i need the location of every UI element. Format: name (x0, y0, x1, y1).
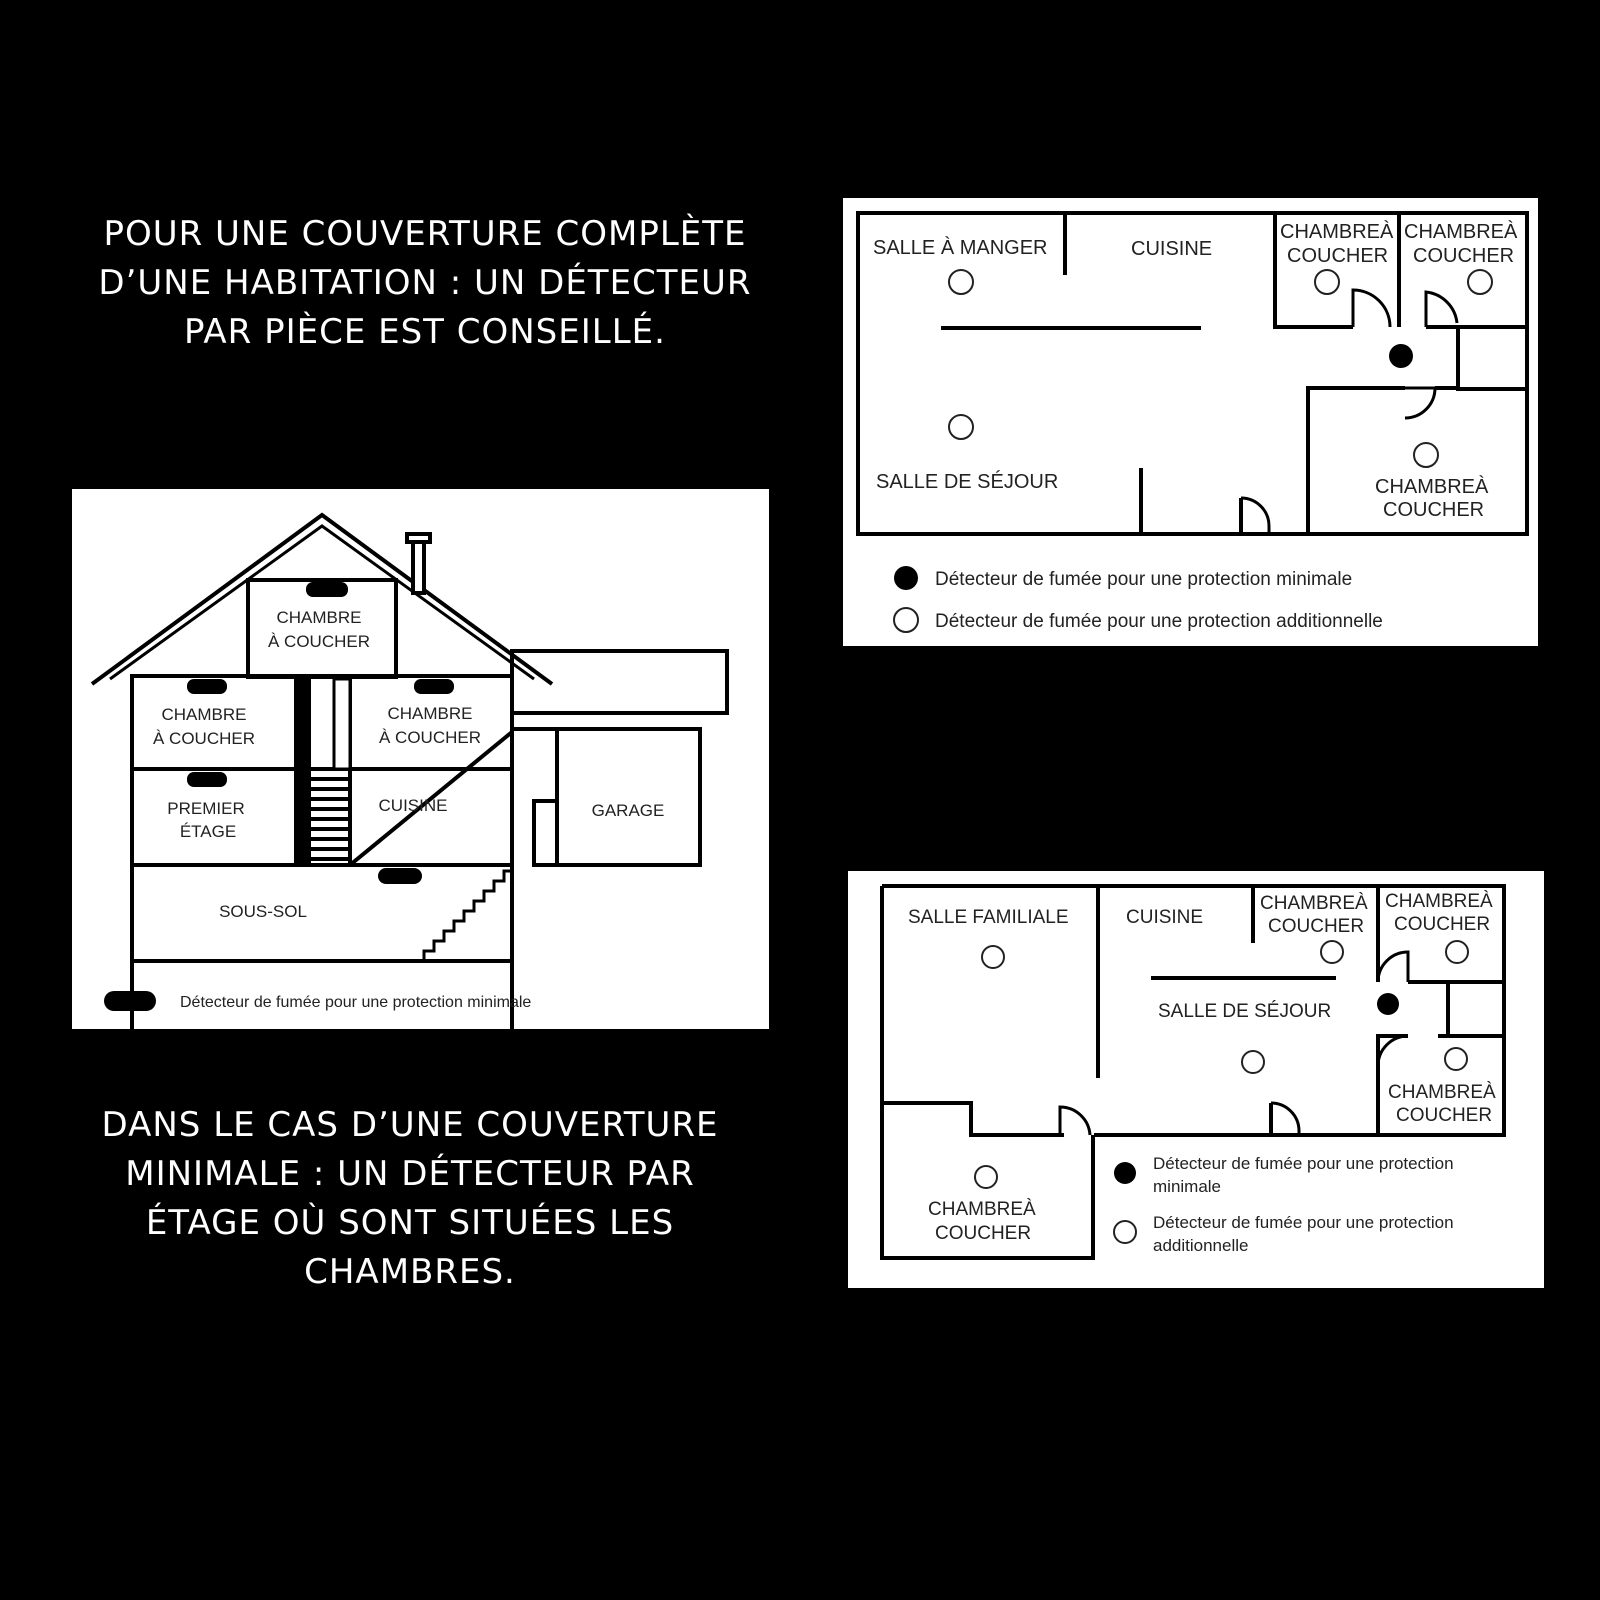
smoke-detector-minimal-icon (306, 582, 348, 597)
room-label: CUISINE (1126, 907, 1204, 928)
room-label: CHAMBREÀ (1385, 891, 1493, 912)
room-label: À COUCHER (152, 729, 256, 748)
room-label: COUCHER (1287, 245, 1389, 267)
smoke-detector-additional-icon (1446, 941, 1468, 963)
room-label: CHAMBREÀ (1260, 893, 1368, 914)
smoke-detector-additional-icon (1315, 270, 1339, 294)
room-label: CHAMBREÀ (1404, 221, 1518, 243)
room-label: PREMIER (167, 799, 245, 818)
room-label: CHAMBREÀ (1388, 1082, 1496, 1103)
legend-label: minimale (1153, 1177, 1222, 1196)
garage-roof (512, 651, 727, 713)
legend-label: Détecteur de fumée pour une protection minimale (180, 994, 532, 1011)
room-label: À COUCHER (267, 632, 371, 651)
legend-additional-icon (1114, 1221, 1136, 1243)
house-cross-section-panel (72, 489, 769, 1029)
garage-door-post (534, 801, 557, 865)
smoke-detector-minimal-icon (187, 679, 227, 694)
room-label: CHAMBREÀ (1280, 221, 1394, 243)
wall-line (1458, 327, 1527, 389)
room-label: À COUCHER (378, 728, 482, 747)
room-label: ÉTAGE (179, 822, 237, 841)
smoke-detector-additional-icon (1414, 443, 1438, 467)
floor-plan-1 (843, 198, 1538, 646)
smoke-detector-additional-icon (1468, 270, 1492, 294)
smoke-detector-additional-icon (949, 415, 973, 439)
caption-line: PAR PIÈCE EST CONSEILLÉ. (184, 312, 666, 352)
smoke-detector-additional-icon (1445, 1048, 1467, 1070)
smoke-detector-additional-icon (1242, 1051, 1264, 1073)
roof-outline (92, 515, 552, 684)
room-label: COUCHER (1413, 245, 1515, 267)
caption-line: CHAMBRES. (304, 1252, 516, 1292)
legend-minimal-icon (1114, 1162, 1136, 1184)
room-label: SALLE FAMILIALE (908, 907, 1069, 928)
room-label: SOUS-SOL (219, 902, 307, 921)
room-label: SALLE DE SÉJOUR (876, 471, 1059, 493)
caption-minimal-coverage (60, 1101, 760, 1297)
legend-label: Détecteur de fumée pour une protection minimale (935, 569, 1353, 590)
caption-line: D’UNE HABITATION : UN DÉTECTEUR (98, 263, 752, 303)
legend-label: Détecteur de fumée pour une protection (1153, 1154, 1454, 1173)
legend-additional-icon (894, 608, 918, 632)
chimney-cap (407, 534, 430, 542)
basement-stairs (414, 871, 512, 961)
basement-room (132, 865, 512, 961)
legend-label: Détecteur de fumée pour une protection (1153, 1213, 1454, 1232)
legend-label: additionnelle (1153, 1236, 1249, 1255)
room-label: CUISINE (378, 796, 448, 815)
caption-line: ÉTAGE OÙ SONT SITUÉES LES (145, 1203, 675, 1243)
room-label: COUCHER (1268, 916, 1365, 937)
room-label: CHAMBRE (387, 704, 473, 723)
room-label: CUISINE (1131, 238, 1213, 260)
floor-plan-2-panel (848, 871, 1544, 1288)
legend-minimal-icon (104, 991, 156, 1011)
smoke-detector-additional-icon (1321, 941, 1343, 963)
room-label: CHAMBREÀ (928, 1199, 1036, 1220)
smoke-detector-additional-icon (949, 270, 973, 294)
wall-line (882, 1103, 1060, 1135)
caption-full-coverage (60, 210, 790, 357)
legend-minimal-icon (894, 566, 918, 590)
chimney (413, 541, 424, 593)
smoke-detector-minimal-icon (1389, 344, 1413, 368)
room-label: COUCHER (1394, 914, 1491, 935)
caption-line: MINIMALE : UN DÉTECTEUR PAR (125, 1154, 695, 1194)
room-label: CHAMBRE (276, 608, 362, 627)
room-label: COUCHER (1383, 499, 1485, 521)
smoke-detector-minimal-icon (378, 868, 422, 884)
smoke-detector-minimal-icon (1377, 993, 1399, 1015)
smoke-detector-minimal-icon (187, 772, 227, 787)
room-label: GARAGE (591, 801, 665, 820)
caption-line: POUR UNE COUVERTURE COMPLÈTE (103, 214, 747, 254)
floor-plan-1-panel (843, 198, 1538, 646)
roof-inner-line (110, 526, 534, 679)
caption-line: DANS LE CAS D’UNE COUVERTURE (101, 1105, 719, 1145)
stair-rail (297, 679, 311, 864)
smoke-detector-additional-icon (982, 946, 1004, 968)
floor-plan-2 (848, 871, 1544, 1288)
room-label: CHAMBRE (161, 705, 247, 724)
garage-room (557, 729, 700, 865)
room-label: SALLE À MANGER (873, 237, 1048, 259)
legend-label: Détecteur de fumée pour une protection additionnelle (935, 611, 1383, 632)
smoke-detector-additional-icon (975, 1166, 997, 1188)
stair-landing (334, 679, 350, 769)
smoke-detector-minimal-icon (414, 679, 454, 694)
room-label: SALLE DE SÉJOUR (1158, 1001, 1332, 1022)
room-label: COUCHER (935, 1223, 1032, 1244)
room-label: CHAMBREÀ (1375, 476, 1489, 498)
house-diagram (72, 489, 769, 1029)
room-label: COUCHER (1396, 1105, 1493, 1126)
